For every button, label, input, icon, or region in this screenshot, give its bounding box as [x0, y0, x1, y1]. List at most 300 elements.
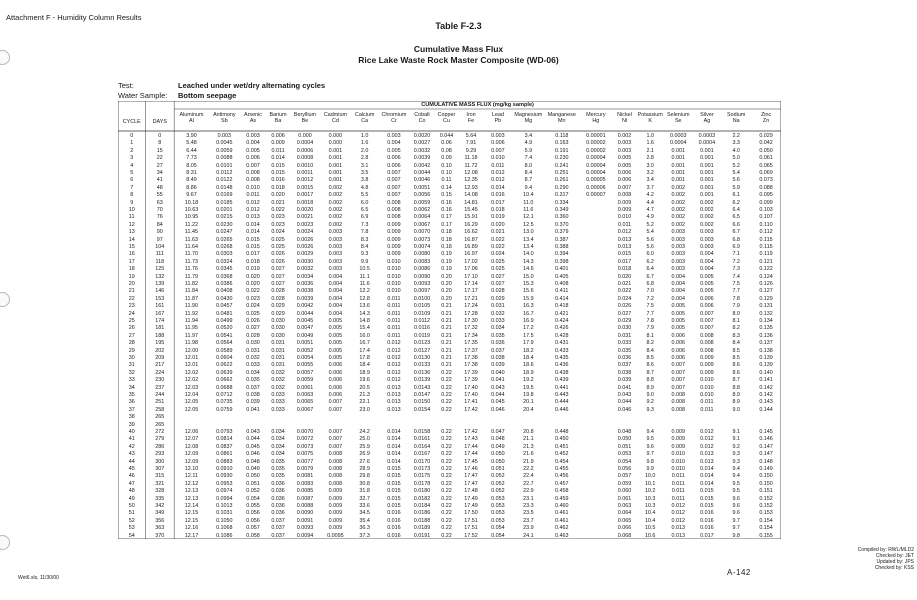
table-cell: 0.046 — [617, 406, 632, 413]
table-cell: 0.032 — [246, 355, 260, 361]
table-cell: 0.016 — [491, 192, 505, 199]
table-cell: 0.026 — [617, 303, 632, 310]
table-cell: 8.3 — [732, 332, 740, 339]
column-header: DAYS — [152, 119, 167, 125]
table-cell: 0.012 — [387, 369, 401, 376]
table-cell: 328 — [155, 488, 165, 495]
table-cell: 0.043 — [617, 392, 632, 398]
column-name: Lead — [491, 112, 504, 118]
table-cell: 0.005 — [328, 332, 343, 339]
table-cell: 0.446 — [555, 406, 569, 413]
table-cell: 0.011 — [387, 318, 401, 324]
table-cell: 0.018 — [617, 266, 632, 273]
table-cell: 0.1031 — [216, 510, 233, 517]
table-cell: 0.438 — [555, 369, 569, 376]
table-cell: 188 — [155, 332, 165, 339]
table-cell: 0.004 — [671, 281, 685, 287]
table-cell: 0.22 — [441, 503, 452, 509]
table-cell: 0.131 — [759, 303, 773, 310]
table-cell: 17.45 — [464, 458, 478, 465]
table-cell: 9.9 — [360, 258, 369, 265]
table-cell: 0.129 — [759, 295, 773, 302]
table-cell: 17.06 — [464, 266, 478, 273]
table-cell: 0.009 — [387, 229, 401, 236]
table-cell: 0.012 — [387, 340, 401, 347]
table-cell: 0.0032 — [413, 147, 431, 154]
table-cell: 0.011 — [387, 310, 401, 317]
table-cell: 0.013 — [387, 399, 401, 406]
table-cell: 0.052 — [491, 473, 505, 480]
table-cell: 0.0368 — [216, 273, 233, 280]
table-cell: 0.0059 — [413, 199, 431, 206]
table-cell: 0.031 — [491, 303, 505, 310]
table-cell: 0.19 — [441, 258, 452, 265]
table-cell: 0.007 — [328, 399, 343, 406]
table-cell: 11.45 — [184, 229, 198, 236]
table-cell: 0.033 — [271, 399, 285, 406]
table-cell: 0.002 — [671, 192, 685, 199]
table-cell: 10.5 — [644, 525, 656, 532]
table-cell: 0.005 — [671, 318, 685, 324]
table-cell: 0.22 — [441, 480, 452, 487]
table-cell: 0.011 — [387, 332, 401, 339]
column-symbol: Mn — [558, 117, 566, 124]
table-cell: 0.002 — [671, 214, 685, 221]
table-cell: 17.02 — [464, 258, 478, 265]
table-cell: 17.17 — [464, 288, 478, 295]
table-cell: 0.141 — [759, 377, 773, 384]
table-cell: 0.009 — [271, 140, 285, 147]
table-cell: 12.14 — [184, 503, 199, 509]
table-cell: 15.45 — [464, 207, 478, 213]
table-cell: 0.015 — [700, 488, 714, 495]
table-cell: 9.1 — [732, 436, 740, 443]
table-title: Cumulative Mass Flux — [413, 44, 504, 54]
table-cell: 0.22 — [441, 473, 452, 480]
table-cell: 0.0085 — [296, 488, 314, 495]
table-cell: 7.9 — [732, 303, 740, 310]
table-cell: 9.0 — [646, 392, 654, 398]
table-cell: 0.003 — [387, 133, 401, 139]
table-cell: 0.048 — [246, 458, 260, 465]
table-cell: 0.056 — [246, 510, 260, 517]
table-cell: 0.008 — [700, 340, 714, 347]
table-cell: 10.6 — [644, 532, 656, 539]
column-header — [727, 113, 745, 124]
table-cell: 0.038 — [491, 355, 505, 361]
table-cell: 17.42 — [464, 429, 478, 435]
table-cell: 12.10 — [184, 466, 199, 472]
table-cell: 12.35 — [464, 177, 478, 184]
table-cell: 224 — [155, 369, 165, 376]
table-cell: 0.001 — [700, 170, 714, 176]
table-cell: 8.49 — [186, 177, 197, 184]
table-cell: 0.387 — [555, 236, 569, 243]
table-cell: 0.0008 — [296, 155, 314, 162]
table-cell: 23.5 — [523, 510, 534, 517]
table-cell: 0.0004 — [296, 140, 314, 147]
table-cell: 7.9 — [646, 325, 654, 332]
table-cell: 0.028 — [491, 288, 505, 295]
table-cell: 0.008 — [671, 392, 685, 398]
table-cell: 32.7 — [359, 495, 370, 502]
table-cell: 18.6 — [523, 362, 534, 369]
column-symbol: Pb — [494, 117, 502, 124]
table-cell: 0.0861 — [216, 451, 233, 458]
table-cell: 0.050 — [617, 436, 632, 443]
table-cell: 118 — [155, 258, 165, 265]
table-cell: 0.22 — [441, 384, 452, 391]
table-cell: 0.426 — [555, 325, 569, 332]
table-cell: 4.2 — [646, 192, 654, 199]
table-cell: 0.033 — [491, 318, 505, 324]
table-cell: 9.3 — [732, 458, 740, 465]
table-cell: 0.115 — [759, 244, 773, 250]
table-cell: 0.22 — [441, 495, 452, 502]
table-cell: 16.3 — [523, 303, 534, 310]
column-header — [270, 113, 287, 124]
table-cell: 9.3 — [646, 406, 654, 413]
table-cell: 9.29 — [465, 147, 477, 154]
table-cell: 8.2 — [646, 340, 654, 347]
table-cell: 0.00005 — [586, 177, 606, 184]
table-cell: 0.016 — [700, 510, 714, 517]
table-cell: 35.4 — [359, 517, 370, 524]
table-cell: 0.031 — [271, 347, 285, 354]
table-cell: 3.4 — [646, 177, 654, 184]
table-cell: 0.398 — [555, 258, 569, 265]
column-header — [324, 113, 347, 124]
table-cell: 0.009 — [387, 251, 401, 258]
table-cell: 0.029 — [491, 295, 505, 302]
table-cell: 0.002 — [328, 192, 343, 199]
table-cell: 0.003 — [328, 266, 343, 273]
table-cell: 6.9 — [732, 244, 740, 250]
table-cell: 0.443 — [555, 392, 569, 398]
table-cell: 8.6 — [646, 362, 654, 369]
table-cell: 19.5 — [523, 384, 534, 391]
table-cell: 0.0101 — [216, 162, 233, 169]
table-cell: 31.8 — [359, 488, 370, 495]
table-cell: 0.029 — [271, 303, 285, 310]
table-number: Table F-2.3 — [435, 21, 482, 31]
table-cell: 0.001 — [700, 177, 714, 184]
table-cell: 23.1 — [523, 495, 534, 502]
table-cell: 0.037 — [271, 517, 285, 524]
table-cell: 0.147 — [759, 451, 773, 458]
table-cell: 17.50 — [464, 510, 478, 517]
table-cell: 0.088 — [759, 184, 773, 191]
table-cell: 0.025 — [246, 310, 260, 317]
table-cell: 22.7 — [523, 480, 534, 487]
table-cell: 0.134 — [759, 318, 773, 324]
table-cell: 4.8 — [360, 184, 369, 191]
table-cell: 16.0 — [359, 332, 370, 339]
table-cell: 0.151 — [759, 488, 773, 495]
table-cell: 0.0457 — [216, 303, 233, 310]
table-cell: 0.0930 — [216, 473, 233, 480]
table-cell: 0.0011 — [296, 170, 313, 176]
table-cell: 0.0083 — [413, 258, 431, 265]
table-cell: 0.0023 — [296, 221, 314, 228]
table-cell: 0.007 — [671, 369, 685, 376]
table-cell: 0.008 — [246, 177, 260, 184]
table-cell: 0.401 — [555, 266, 569, 273]
table-cell: 0.008 — [671, 399, 685, 406]
table-cell: 0.036 — [271, 488, 285, 495]
table-cell: 0.0006 — [296, 147, 314, 154]
table-cell: 5.48 — [186, 140, 197, 147]
table-cell: 0.021 — [617, 281, 632, 287]
column-name: Selenium — [667, 112, 690, 118]
table-cell: 0.0026 — [296, 244, 314, 250]
table-cell: 11.84 — [184, 288, 198, 295]
table-cell: 0.0589 — [216, 347, 233, 354]
table-cell: 0.018 — [246, 258, 260, 265]
table-cell: 0.0639 — [216, 369, 233, 376]
table-cell: 76 — [156, 214, 163, 221]
table-cell: 0.013 — [246, 214, 260, 221]
table-cell: 0.019 — [491, 214, 505, 221]
table-cell: 0.450 — [555, 436, 569, 443]
table-cell: 0.115 — [759, 236, 773, 243]
table-cell: 0.191 — [555, 147, 569, 154]
table-cell: 0.007 — [328, 436, 343, 443]
table-cell: 10.5 — [359, 266, 370, 273]
column-header — [548, 113, 576, 124]
table-cell: 63 — [156, 199, 163, 206]
table-cell: 0.0303 — [216, 251, 233, 258]
table-cell: 0.150 — [759, 480, 773, 487]
table-cell: 0.015 — [387, 480, 401, 487]
table-cell: 0.001 — [671, 177, 685, 184]
table-cell: 6.2 — [646, 258, 654, 265]
table-cell: 0.056 — [246, 517, 260, 524]
column-header — [294, 113, 316, 124]
table-cell: 0.0093 — [413, 281, 431, 287]
table-cell: 0.014 — [491, 184, 505, 191]
table-cell: 0.22 — [441, 510, 452, 517]
table-cell: 0.033 — [617, 340, 632, 347]
table-cell: 0.002 — [328, 207, 343, 213]
table-cell: 0.00002 — [586, 147, 606, 154]
column-symbol: Be — [301, 117, 309, 124]
table-cell: 0.0094 — [296, 532, 314, 539]
table-cell: 38 — [128, 414, 135, 421]
table-cell: 0.044 — [617, 399, 632, 406]
table-cell: 16.87 — [464, 236, 478, 243]
table-cell: 0.001 — [700, 192, 714, 199]
table-cell: 0.004 — [700, 258, 714, 265]
table-cell: 8.8 — [732, 384, 740, 391]
table-cell: 0.004 — [700, 266, 714, 273]
column-name: Zinc — [760, 112, 772, 118]
table-cell: 41 — [128, 436, 135, 443]
table-cell: 0.011 — [671, 495, 685, 502]
table-cell: 6.1 — [732, 192, 740, 199]
column-name: Cadmium — [323, 112, 347, 118]
table-cell: 13.0 — [523, 229, 534, 236]
table-cell: 0.023 — [271, 214, 285, 221]
table-cell: 36 — [128, 399, 135, 406]
table-cell: 0.015 — [617, 251, 632, 258]
column-header — [586, 113, 605, 124]
table-cell: 0.003 — [671, 236, 685, 243]
table-cell: 30.8 — [359, 480, 370, 487]
table-cell: 0.0051 — [413, 184, 431, 191]
table-cell: 8.6 — [732, 369, 740, 376]
table-cell: 0.050 — [246, 473, 260, 480]
table-cell: 0.009 — [328, 510, 343, 517]
table-cell: 0.001 — [671, 147, 685, 154]
table-cell: 0.405 — [555, 273, 569, 280]
table-cell: 0.0036 — [296, 281, 314, 287]
table-cell: 0.039 — [246, 399, 260, 406]
table-cell: 17.34 — [464, 332, 478, 339]
table-cell: 0.021 — [491, 229, 505, 236]
table-cell: 0.014 — [700, 480, 714, 487]
table-cell: 0.0057 — [296, 369, 314, 376]
table-cell: 0.002 — [671, 184, 685, 191]
column-name: Antimony — [213, 112, 236, 118]
table-cell: 0.00002 — [586, 140, 606, 147]
table-cell: 0.003 — [328, 258, 343, 265]
table-cell: 0.017 — [246, 251, 260, 258]
table-cell: 0.0039 — [296, 295, 314, 302]
table-cell: 0.006 — [617, 177, 632, 184]
table-cell: 17.8 — [359, 355, 370, 361]
table-cell: 0.0067 — [296, 406, 314, 413]
table-cell: 0.014 — [387, 443, 401, 450]
table-cell: 51 — [128, 510, 135, 517]
table-cell: 0.036 — [491, 340, 505, 347]
table-cell: 0.032 — [271, 377, 285, 384]
table-cell: 0.21 — [441, 332, 452, 339]
table-cell: 0.014 — [700, 466, 714, 472]
table-cell: 0.0020 — [296, 207, 314, 213]
table-cell: 48 — [156, 184, 163, 191]
table-cell: 0.053 — [491, 517, 505, 524]
table-cell: 0.003 — [617, 147, 632, 154]
table-cell: 0.012 — [700, 436, 714, 443]
table-cell: 9.2 — [646, 399, 654, 406]
table-cell: 21.3 — [523, 443, 534, 450]
table-cell: 0.018 — [271, 184, 285, 191]
table-cell: 0.241 — [555, 162, 569, 169]
mass-flux-table — [118, 101, 781, 539]
table-cell: 0.027 — [271, 281, 285, 287]
table-cell: 0.044 — [491, 392, 505, 398]
table-cell: 1.0 — [646, 133, 654, 139]
table-cell: 20.4 — [523, 406, 534, 413]
table-cell: 0.013 — [671, 532, 685, 539]
file-reference: Wet6.xls, 11/30/00 — [18, 575, 59, 581]
table-cell: 0.360 — [555, 214, 569, 221]
table-cell: 0.154 — [759, 525, 773, 532]
table-cell: 9.9 — [646, 466, 654, 472]
table-cell: 7.5 — [646, 303, 654, 310]
table-cell: 11.72 — [464, 162, 478, 169]
table-cell: 0.0564 — [216, 340, 233, 347]
table-cell: 0.0083 — [296, 480, 314, 487]
table-cell: 0.061 — [759, 155, 773, 162]
column-symbol: Zn — [762, 117, 770, 124]
table-cell: 46 — [128, 473, 135, 480]
table-cell: 0.037 — [246, 384, 260, 391]
table-cell: 0.163 — [555, 140, 569, 147]
table-cell: 0.035 — [246, 377, 260, 384]
table-cell: 17.14 — [464, 281, 478, 287]
table-cell: 12.15 — [184, 517, 199, 524]
table-cell: 11.94 — [184, 318, 198, 324]
table-cell: 0.0020 — [413, 133, 431, 139]
table-cell: 0.017 — [491, 199, 505, 206]
column-name: Copper — [437, 112, 456, 118]
table-cell: 0.005 — [328, 318, 343, 324]
table-cell: 0.003 — [671, 229, 685, 236]
table-cell: 0.0049 — [296, 332, 314, 339]
table-cell: 356 — [155, 517, 165, 524]
table-cell: 0.14 — [441, 184, 452, 191]
table-cell: 0.448 — [555, 429, 569, 435]
table-cell: 0.053 — [491, 510, 505, 517]
test-line — [118, 81, 325, 90]
table-cell: 12.07 — [184, 436, 199, 443]
table-cell: 0.0112 — [413, 318, 431, 324]
sample-line — [118, 91, 236, 100]
table-cell: 0.408 — [555, 281, 569, 287]
table-cell: 0.436 — [555, 362, 569, 369]
table-cell: 0.421 — [555, 310, 569, 317]
table-cell: 0.013 — [700, 451, 714, 458]
table-cell: 21.1 — [523, 436, 534, 443]
table-cell: 17.47 — [464, 473, 478, 480]
column-symbol: Cr — [391, 117, 397, 124]
table-cell: 50 — [128, 503, 135, 509]
table-cell: 0.394 — [555, 251, 569, 258]
table-cell: 0.030 — [271, 325, 285, 332]
table-cell: 0.001 — [328, 177, 343, 184]
table-cell: 12.04 — [184, 392, 199, 398]
compiled-by: Compiled by: RWL/MLD2 — [857, 547, 914, 553]
table-cell: 0.127 — [759, 288, 773, 295]
column-name: Mercury — [586, 112, 606, 118]
table-cell: 17.51 — [464, 525, 478, 532]
table-cell: 5.0 — [732, 155, 740, 162]
table-cell: 0.0073 — [296, 443, 314, 450]
table-cell: 0.0030 — [296, 258, 314, 265]
table-cell: 0.0034 — [296, 273, 314, 280]
table-cell: 90 — [156, 229, 163, 236]
table-cell: 8.4 — [646, 347, 654, 354]
table-cell: 0.036 — [271, 510, 285, 517]
table-cell: 0.0430 — [216, 295, 233, 302]
table-cell: 4.9 — [524, 140, 533, 147]
table-cell: 0.0201 — [216, 207, 233, 213]
table-cell: 0.016 — [700, 525, 714, 532]
table-cell: 14.6 — [523, 266, 534, 273]
table-cell: 0.008 — [671, 406, 685, 413]
table-cell: 8.5 — [732, 347, 740, 354]
table-cell: 0.051 — [246, 480, 260, 487]
table-cell: 0.004 — [671, 288, 685, 295]
checked-by-1: Checked by: JET — [875, 553, 914, 559]
table-cell: 22.9 — [523, 488, 534, 495]
column-name: Chromium — [381, 112, 407, 118]
table-cell: 0.002 — [700, 207, 714, 213]
table-cell: 0.052 — [246, 488, 260, 495]
table-cell: 16 — [128, 251, 135, 258]
